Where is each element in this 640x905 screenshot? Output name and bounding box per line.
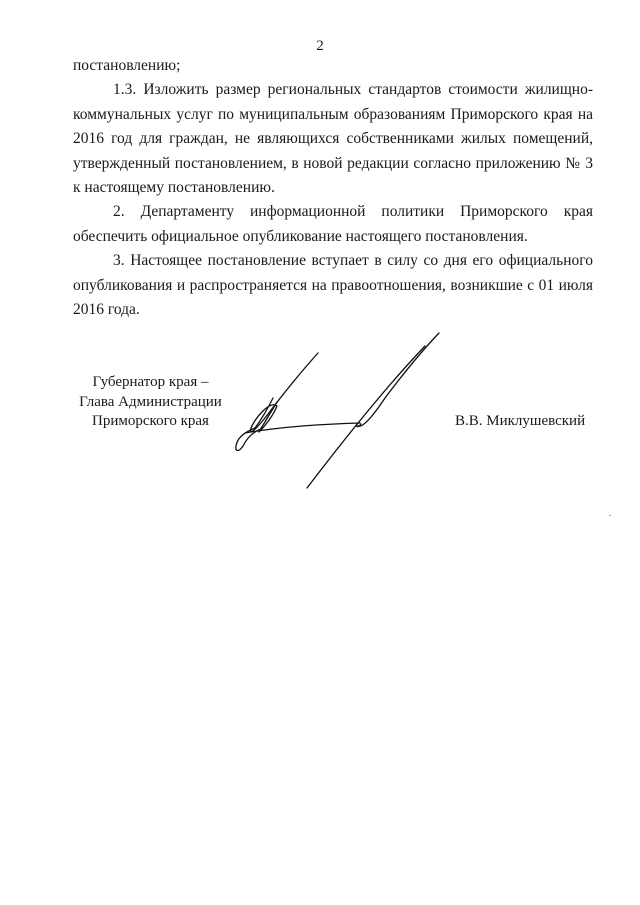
paragraph-continuation: постановлению; [73, 57, 181, 74]
paragraph-1-3: 1.3. Изложить размер региональных стандартов стоимости жилищно-коммунальных услуг по муниципальным образованиям Приморского края на 2016 год для граждан, не являющихся собственниками жилых помещений, утвержденный постановлением, в новой редакции согласно приложению № 3 к настоящему постановлению. [73, 81, 593, 197]
signer-position [78, 373, 223, 432]
scan-speck [609, 515, 611, 516]
paragraph-2: 2. Департаменту информационной политики Приморского края обеспечить официальное опубликование настоящего постановления. [73, 203, 593, 245]
document-body [73, 54, 593, 322]
signer-name: В.В. Миклушевский [455, 413, 586, 429]
page-number: 2 [316, 38, 324, 54]
signer-position-line2: Глава Администрации [79, 393, 222, 410]
handwritten-signature-icon [225, 328, 455, 493]
signer-position-line1: Губернатор края – [92, 374, 209, 390]
signer-position-line3: Приморского края [92, 413, 209, 430]
paragraph-3: 3. Настоящее постановление вступает в силу со дня его официального опубликования и распространяется на правоотношения, возникшие с 01 июля 2016 года. [73, 252, 593, 319]
